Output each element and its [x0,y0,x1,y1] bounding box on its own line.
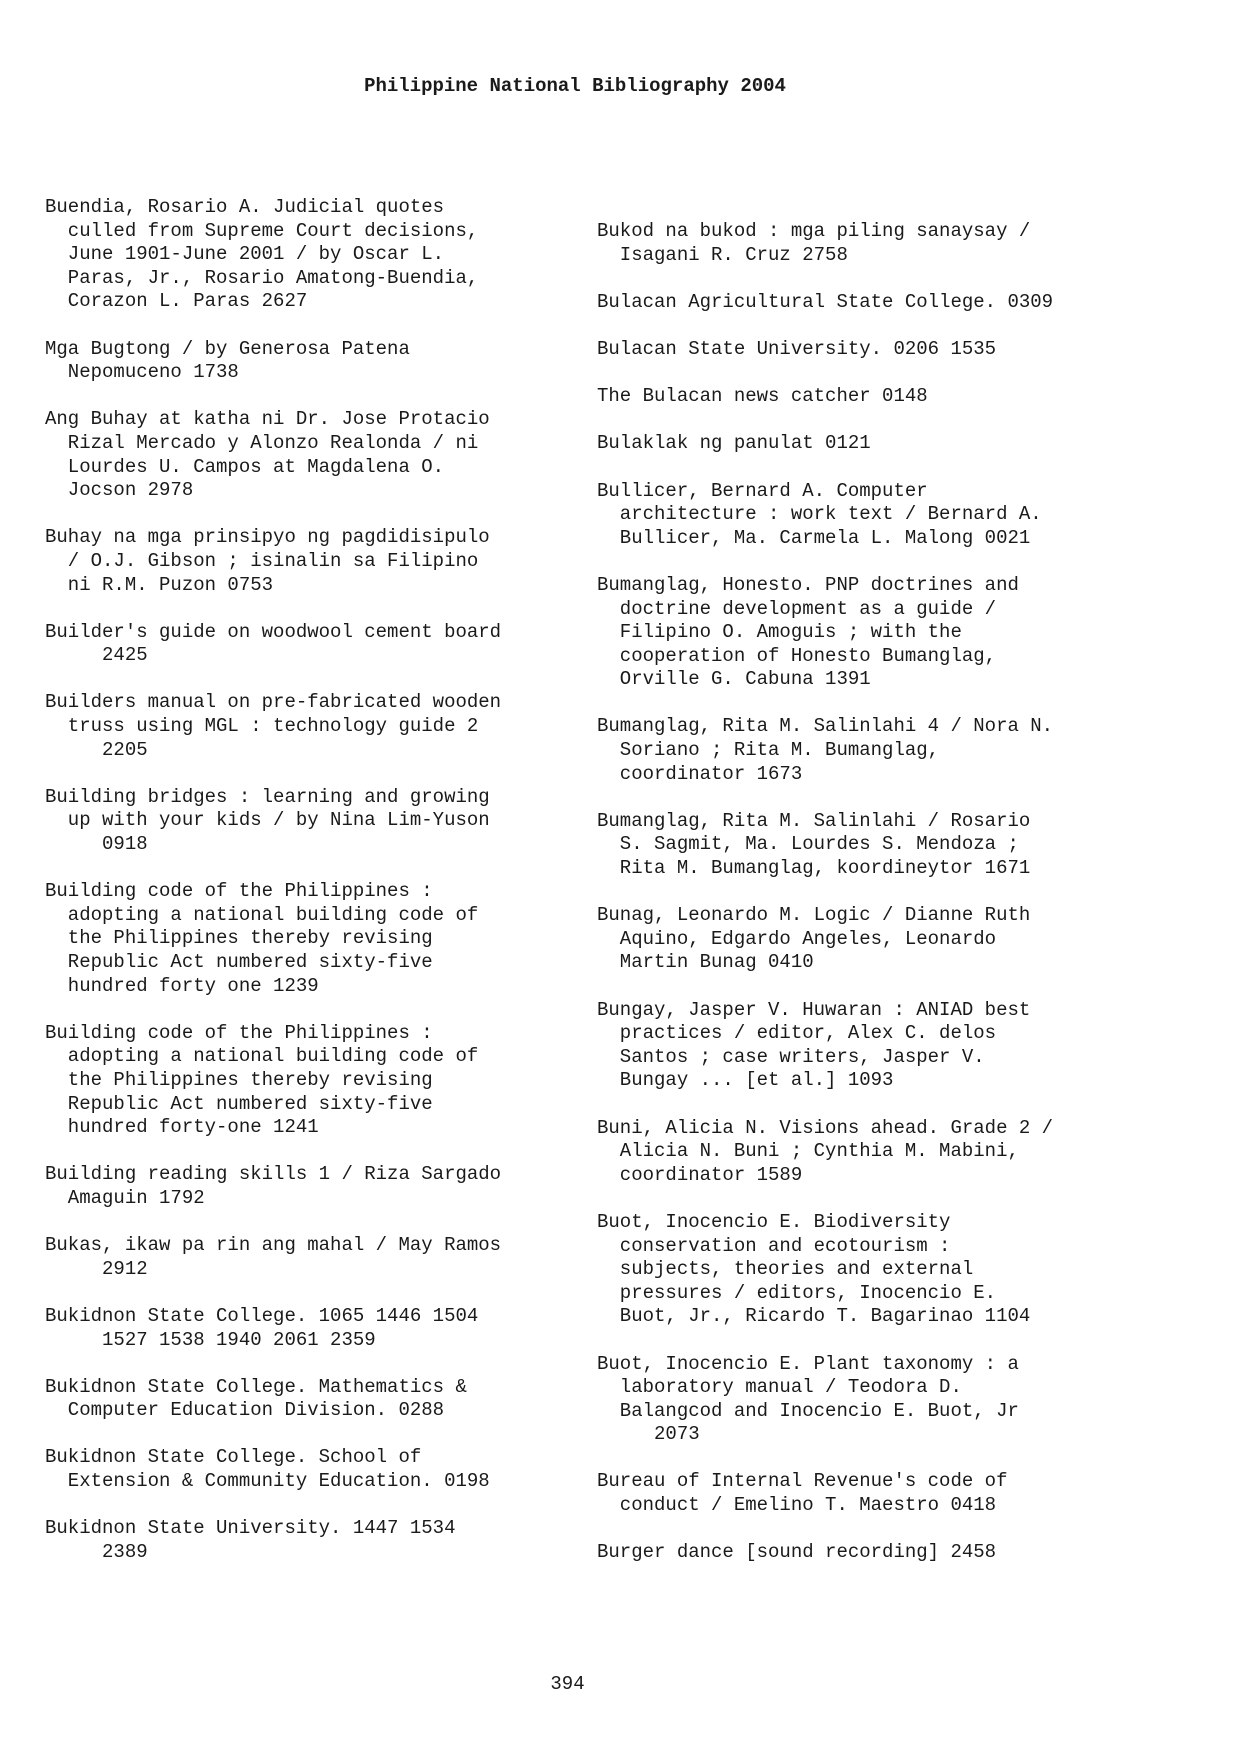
entry-line: conservation and ecotourism : [597,1234,951,1257]
entry-line: coordinator 1673 [597,762,803,785]
entry-line: Building bridges : learning and growing [45,785,490,808]
entry-line: Building code of the Philippines : [45,1021,433,1044]
entry-line: Isagani R. Cruz 2758 [597,243,848,266]
entry-line: pressures / editors, Inocencio E. [597,1281,997,1304]
entry-line: Corazon L. Paras 2627 [45,290,308,313]
bibliography-entry [45,786,605,857]
bibliography-entry [597,338,1157,362]
bibliography-entry [597,385,1157,409]
entry-line: Bulaklak ng panulat 0121 [597,432,871,455]
entry-line: Rita M. Bumanglag, koordineytor 1671 [597,857,1031,880]
entry-line: the Philippines thereby revising [45,927,433,950]
entry-line: Bulacan State University. 0206 1535 [597,337,997,360]
entry-line: Bullicer, Bernard A. Computer [597,479,928,502]
bibliography-entry [597,1541,1157,1565]
bibliography-entry [597,715,1157,786]
entry-line: Santos ; case writers, Jasper V. [597,1045,985,1068]
bibliography-entry [597,999,1157,1093]
entry-line: Republic Act numbered sixty-five [45,1092,433,1115]
entry-line: adopting a national building code of [45,903,479,926]
bibliography-entry [45,1022,605,1140]
entry-line: truss using MGL : technology guide 2 [45,715,479,738]
bibliography-entry [45,621,605,668]
entry-line: subjects, theories and external [597,1258,974,1281]
entry-line: Jocson 2978 [45,479,194,502]
entry-line: Builder's guide on woodwool cement board [45,620,502,643]
bibliography-entry [597,1353,1157,1447]
entry-line: 2389 [45,1540,148,1563]
bibliography-entry [597,904,1157,975]
entry-line: Bullicer, Ma. Carmela L. Malong 0021 [597,526,1031,549]
bibliography-entry [597,574,1157,692]
entry-line: 2912 [45,1257,148,1280]
entry-line: S. Sagmit, Ma. Lourdes S. Mendoza ; [597,833,1019,856]
entry-line: Bukidnon State University. 1447 1534 [45,1517,456,1540]
entry-line: Buot, Inocencio E. Plant taxonomy : a [597,1352,1019,1375]
entry-line: Soriano ; Rita M. Bumanglag, [597,739,940,762]
bibliography-entry [597,220,1157,267]
bibliography-entry [45,1517,605,1564]
entry-line: Bumanglag, Rita M. Salinlahi 4 / Nora N. [597,715,1054,738]
entry-line: Bureau of Internal Revenue's code of [597,1470,1008,1493]
bibliography-entry [45,1446,605,1493]
bibliography-entry [45,880,605,998]
entry-line: Bungay, Jasper V. Huwaran : ANIAD best [597,998,1031,1021]
entry-line: 2073 [597,1423,700,1446]
entry-line: Bukas, ikaw pa rin ang mahal / May Ramos [45,1234,502,1257]
bibliography-entry [45,1305,605,1352]
entry-line: Orville G. Cabuna 1391 [597,668,871,691]
entry-line: Bumanglag, Honesto. PNP doctrines and [597,573,1019,596]
entry-line: Bulacan Agricultural State College. 0309 [597,290,1054,313]
entry-line: Buot, Inocencio E. Biodiversity [597,1210,951,1233]
entry-line: Paras, Jr., Rosario Amatong-Buendia, [45,266,479,289]
bibliography-entry [597,432,1157,456]
bibliography-entry [597,291,1157,315]
entry-line: 2205 [45,738,148,761]
entry-line: Bungay ... [et al.] 1093 [597,1069,894,1092]
entry-line: / O.J. Gibson ; isinalin sa Filipino [45,549,479,572]
entry-line: Buendia, Rosario A. Judicial quotes [45,196,445,218]
bibliography-entry [45,526,605,597]
entry-line: Builders manual on pre-fabricated wooden [45,691,502,714]
bibliography-entry [45,691,605,762]
bibliography-entry [45,1234,605,1281]
entry-line: 0918 [45,833,148,856]
entry-line: Mga Bugtong / by Generosa Patena [45,337,410,360]
entry-line: practices / editor, Alex C. delos [597,1022,997,1045]
entry-line: Lourdes U. Campos at Magdalena O. [45,455,445,478]
entry-line: 2425 [45,644,148,667]
entry-line: conduct / Emelino T. Maestro 0418 [597,1494,997,1517]
bibliography-entry [597,1470,1157,1517]
entry-line: the Philippines thereby revising [45,1068,433,1091]
entry-line: cooperation of Honesto Bumanglag, [597,644,997,667]
entry-line: Buot, Jr., Ricardo T. Bagarinao 1104 [597,1305,1031,1328]
entry-line: Bukidnon State College. School of [45,1446,422,1469]
entry-line: Republic Act numbered sixty-five [45,951,433,973]
entry-line: laboratory manual / Teodora D. [597,1376,962,1399]
entry-line: Nepomuceno 1738 [45,361,239,384]
entry-line: hundred forty-one 1241 [45,1116,319,1139]
entry-line: Bukod na bukod : mga piling sanaysay / [597,220,1031,242]
bibliography-entry [45,338,605,385]
bibliography-entry [597,1117,1157,1188]
bibliography-entry [597,1211,1157,1329]
bibliography-entry [45,408,605,502]
entry-line: coordinator 1589 [597,1163,803,1186]
entry-line: Ang Buhay at katha ni Dr. Jose Protacio [45,408,490,431]
bibliography-entry [45,1163,605,1210]
entry-line: Aquino, Edgardo Angeles, Leonardo [597,927,997,950]
entry-line: Buni, Alicia N. Visions ahead. Grade 2 / [597,1116,1054,1139]
entry-line: Amaguin 1792 [45,1186,205,1209]
entry-line: Computer Education Division. 0288 [45,1399,445,1422]
right-column [597,220,1157,1588]
entry-line: Bumanglag, Rita M. Salinlahi / Rosario [597,809,1031,832]
bibliography-entry [45,1376,605,1423]
bibliography-entry [45,196,605,314]
entry-line: Building code of the Philippines : [45,880,433,903]
bibliography-entry [597,480,1157,551]
entry-line: 1527 1538 1940 2061 2359 [45,1328,376,1351]
entry-line: Extension & Community Education. 0198 [45,1470,490,1493]
entry-line: culled from Supreme Court decisions, [45,219,479,242]
entry-line: up with your kids / by Nina Lim-Yuson [45,809,490,832]
entry-line: Martin Bunag 0410 [597,951,814,974]
left-column [45,196,605,1588]
entry-line: Building reading skills 1 / Riza Sargado [45,1163,502,1186]
entry-line: Buhay na mga prinsipyo ng pagdidisipulo [45,526,490,549]
entry-line: Alicia N. Buni ; Cynthia M. Mabini, [597,1140,1019,1163]
entry-line: June 1901-June 2001 / by Oscar L. [45,243,445,266]
page-title: Philippine National Bibliography 2004 [364,75,786,97]
entry-line: Balangcod and Inocencio E. Buot, Jr [597,1399,1019,1422]
entry-line: Burger dance [sound recording] 2458 [597,1541,997,1564]
bibliography-entry [597,810,1157,881]
page-number: 394 [550,1673,585,1695]
entry-line: doctrine development as a guide / [597,597,997,620]
entry-line: hundred forty one 1239 [45,974,319,997]
entry-line: Filipino O. Amoguis ; with the [597,621,962,644]
entry-line: Bukidnon State College. 1065 1446 1504 [45,1304,479,1327]
entry-line: adopting a national building code of [45,1045,479,1068]
entry-line: ni R.M. Puzon 0753 [45,573,274,596]
entry-line: Rizal Mercado y Alonzo Realonda / ni [45,431,479,454]
entry-line: architecture : work text / Bernard A. [597,503,1042,526]
entry-line: Bunag, Leonardo M. Logic / Dianne Ruth [597,904,1031,927]
entry-line: The Bulacan news catcher 0148 [597,385,928,408]
entry-line: Bukidnon State College. Mathematics & [45,1375,467,1398]
